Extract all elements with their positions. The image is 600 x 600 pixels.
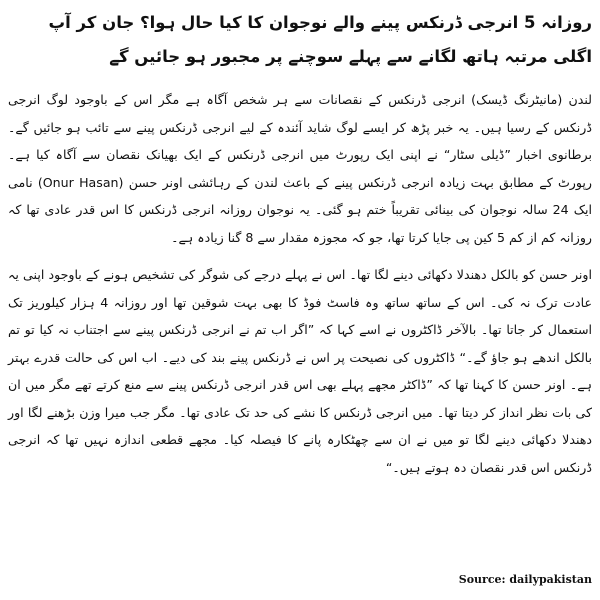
- article-headline: روزانہ 5 انرجی ڈرنکس پینے والے نوجوان کا کیا حال ہوا؟ جان کر آپ اگلی مرتبہ ہاتھ لگانے سے پہلے سوچنے پر مجبور ہو جائیں گے: [48, 13, 592, 66]
- article-paragraph-2: اونر حسن کو بالکل دھندلا دکھائی دینے لگا تھا۔ اس نے پہلے درجے کی شوگر کی تشخیص ہونے کے باوجود اپنی یہ عادت ترک نہ کی۔ اس کے ساتھ ساتھ وہ فاسٹ فوڈ کا بھی بہت شوقین تھا اور روزانہ 4 ہزار کیلوریز تک استعمال کر جاتا تھا۔ بالآخر ڈاکٹروں نے اسے کہا کہ ”اگر اب تم نے انرجی ڈرنکس پینے سے اجتناب نہ کیا تو تم بالکل اندھے ہو جاﺅ گے۔“ ڈاکٹروں کی نصیحت پر اس نے ڈرنکس پینے بند کی دیے۔ اب اس کی حالت قدرے بہتر ہے۔ اونر حسن کا کہنا تھا کہ ”ڈاکٹر مجھے پہلے بھی اس قدر انرجی ڈرنکس پینے سے منع کرتے تھے مگر میں ان کی بات نظر انداز کر دیتا تھا۔ میں انرجی ڈرنکس کا نشے کی حد تک عادی تھا۔ مگر جب میرا وزن بڑھنے لگا اور دھندلا دکھائی دینے لگا تو میں نے ان سے چھٹکارہ پانے کا فیصلہ کیا۔ مجھے قطعی اندازہ نہیں تھا کہ انرجی ڈرنکس اس قدر نقصان دہ ہوتے ہیں۔“: [8, 267, 593, 475]
- article-paragraph-1: لندن (مانیٹرنگ ڈیسک) انرجی ڈرنکس کے نقصانات سے ہر شخص آگاہ ہے مگر اس کے باوجود لوگ انرجی ڈرنکس کے رسیا ہیں۔ یہ خبر پڑھ کر ایسے لوگ شاید آئندہ کے لیے انرجی ڈرنکس پینے سے تائب ہو جائیں گے۔ برطانوی اخبار ”ڈیلی سٹار“ نے اپنی ایک رپورٹ میں انرجی ڈرنکس کے ایک بھیانک نقصان سے آگاہ کیا ہے۔ رپورٹ کے مطابق بہت زیادہ انرجی ڈرنکس پینے کے باعث لندن کے رہائشی اونر حسن (Onur Hasan) نامی ایک 24 سالہ نوجوان کی بینائی تقریباً ختم ہو گئی۔ یہ نوجوان روزانہ انرجی ڈرنکس کا اس قدر عادی تھا کہ روزانہ کم از کم 5 کین پی جایا کرتا تھا، جو کہ مجوزہ مقدار سے 8 گنا زیادہ ہے۔: [8, 92, 592, 245]
- source-credit: Source: dailypakistan: [458, 573, 592, 586]
